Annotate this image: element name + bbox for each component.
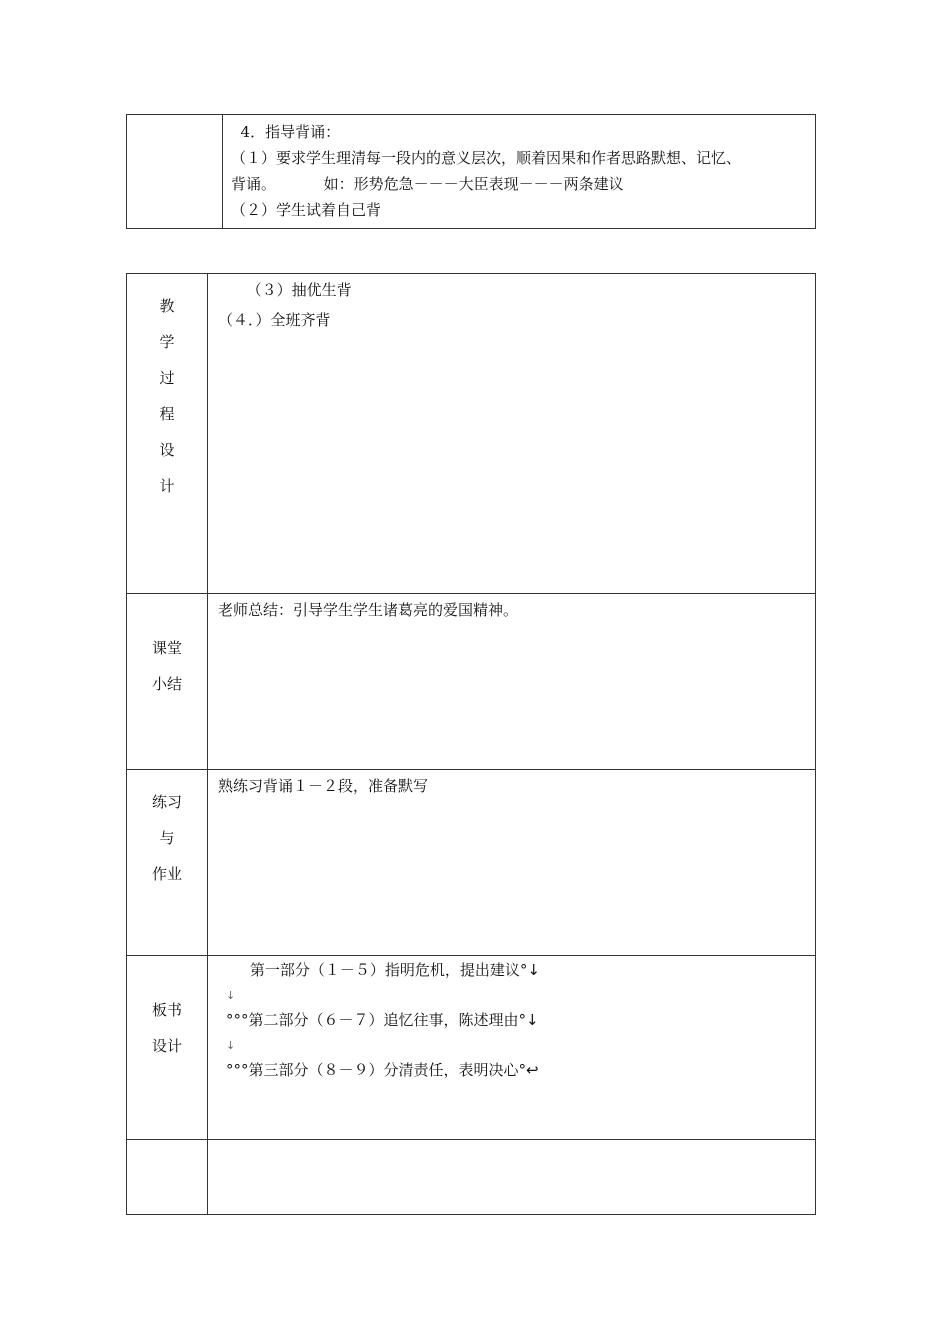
practice-label-line: 与 xyxy=(159,829,175,847)
process-label-char: 过 xyxy=(159,369,175,387)
process-label-char: 程 xyxy=(159,405,175,423)
process-label xyxy=(127,274,207,512)
guide-step-1: （１）要求学生理清每一段内的意义层次，顺着因果和作者思路默想、记忆、 xyxy=(231,149,742,167)
row-practice xyxy=(127,770,816,956)
summary-text: 老师总结：引导学生学生诸葛亮的爱国精神。 xyxy=(218,601,519,619)
process-label-char: 教 xyxy=(159,297,175,315)
process-content-cell xyxy=(208,274,816,594)
board-label-line: 设计 xyxy=(151,1037,182,1055)
row-empty xyxy=(127,1140,816,1215)
board-label-cell xyxy=(127,956,208,1140)
process-step-4: （４．）全班齐背 xyxy=(218,311,331,329)
practice-label xyxy=(127,770,207,900)
top-table xyxy=(126,114,816,229)
summary-label-line: 小结 xyxy=(151,675,182,693)
process-label-cell xyxy=(127,274,208,594)
empty-label-cell xyxy=(127,1140,208,1215)
row-summary xyxy=(127,594,816,770)
process-label-char: 学 xyxy=(159,333,175,351)
board-break-mark: ↓ xyxy=(226,1039,236,1052)
process-step-3: （３）抽优生背 xyxy=(218,281,352,299)
practice-text: 熟练习背诵１－２段，准备默写 xyxy=(218,777,429,795)
process-label-char: 设 xyxy=(159,441,175,459)
guide-step-1-cont: 背诵。 如：形势危急－－－大臣表现－－－两条建议 xyxy=(231,175,624,193)
summary-label-cell xyxy=(127,594,208,770)
guide-step-2: （２）学生试着自己背 xyxy=(231,201,382,219)
summary-label-line: 课堂 xyxy=(151,639,182,657)
board-part-1: 第一部分（１－５）指明危机，提出建议°↓ xyxy=(226,961,540,979)
board-part-2: °°°第二部分（６－７）追忆往事，陈述理由°↓ xyxy=(226,1011,539,1029)
lesson-table xyxy=(126,273,816,1215)
practice-label-line: 作业 xyxy=(151,865,182,883)
row-process xyxy=(127,274,816,594)
top-table-content-cell xyxy=(223,115,816,229)
practice-content-cell xyxy=(208,770,816,956)
guide-heading: 4．指导背诵： xyxy=(231,123,341,141)
summary-label xyxy=(127,594,207,710)
board-break-mark: ↓ xyxy=(226,989,236,1002)
board-label xyxy=(127,956,207,1072)
top-table-label-cell xyxy=(127,115,223,229)
board-content-cell xyxy=(208,956,816,1140)
empty-content-cell xyxy=(208,1140,816,1215)
practice-label-line: 练习 xyxy=(151,793,182,811)
process-label-char: 计 xyxy=(159,477,175,495)
summary-content-cell xyxy=(208,594,816,770)
board-label-line: 板书 xyxy=(151,1001,182,1019)
practice-label-cell xyxy=(127,770,208,956)
row-board xyxy=(127,956,816,1140)
board-part-3: °°°第三部分（８－９）分清责任，表明决心°↩ xyxy=(226,1061,539,1079)
